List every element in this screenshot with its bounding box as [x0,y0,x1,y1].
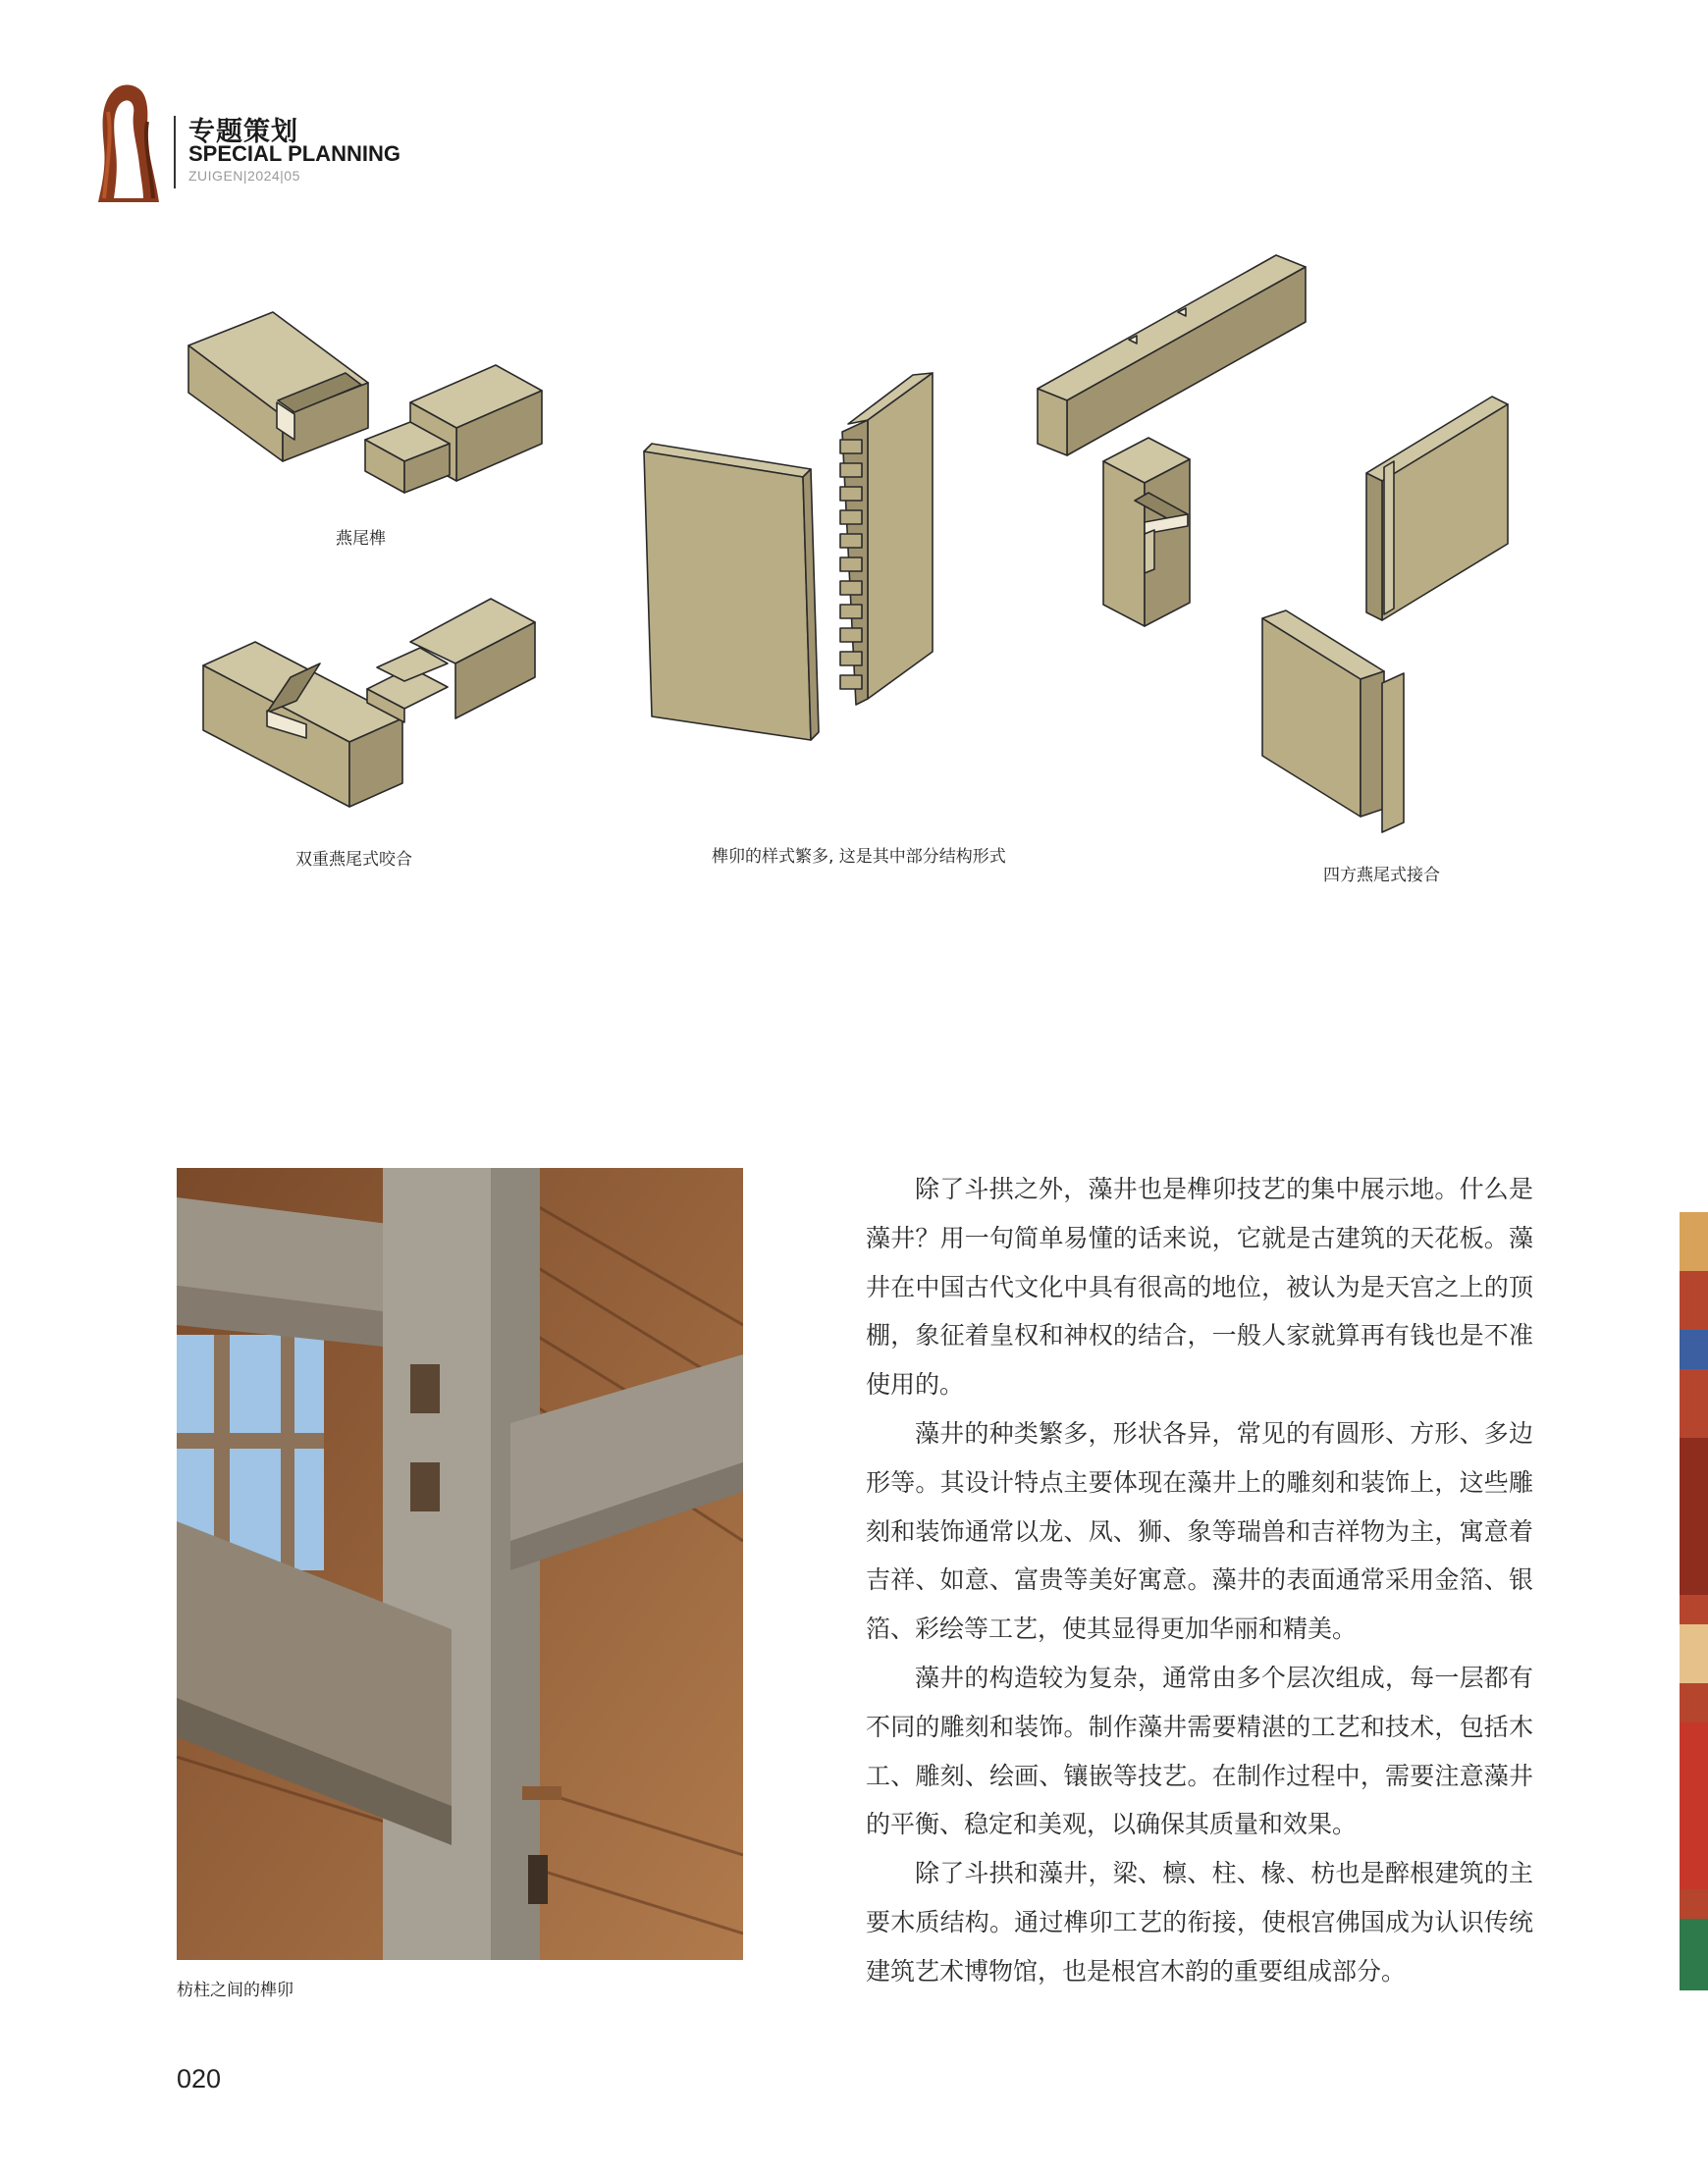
caption-overview: 榫卯的样式繁多, 这是其中部分结构形式 [712,847,1006,867]
adjacent-page-image [1680,1212,1708,1990]
article-paragraph: 藻井的构造较为复杂，通常由多个层次组成，每一层都有不同的雕刻和装饰。制作藻井需要精湛的工艺和技术，包括木工、雕刻、绘画、镶嵌等技艺。在制作过程中，需要注意藻井的平衡、稳定和美观，以确保其质量和效果。 [866,1663,1533,1839]
post-notched [1103,438,1190,626]
dovetail-block-right [365,365,542,493]
root-sculpture-logo [94,82,161,204]
article-body [866,1165,1533,1996]
page-number: 020 [177,2064,222,2093]
dovetail-block-left [188,312,368,461]
comb-panel-left [644,444,819,740]
article-paragraph: 除了斗拱和藻井，梁、檩、柱、椽、枋也是醉根建筑的主要木质结构。通过榫卯工艺的衔接，使根宫佛国成为认识传统建筑艺术博物馆，也是根宫木韵的重要组成部分。 [866,1859,1533,1986]
photo-illustration [177,1168,743,1960]
issue-label: ZUIGEN|2024|05 [188,168,300,184]
section-title-en: SPECIAL PLANNING [188,141,400,166]
double-dovetail-block-left [203,642,402,807]
article-paragraph: 除了斗拱之外，藻井也是榫卯技艺的集中展示地。什么是藻井？用一句简单易懂的话来说，它就是古建筑的天花板。藻井在中国古代文化中具有很高的地位，被认为是天宫之上的顶棚，象征着皇权和神权的结合，一般人家就算再有钱也是不准使用的。 [866,1175,1533,1400]
caption-double-dovetail: 双重燕尾式咬合 [295,850,412,870]
joinery-diagrams [0,236,1708,885]
timber-joinery-photo [177,1168,743,1960]
photo-caption: 枋柱之间的榫卯 [177,1981,294,2000]
double-dovetail-block-right [367,599,535,722]
beam-top [1038,255,1306,455]
section-title-cn: 专题策划 [188,117,298,147]
article-paragraph: 藻井的种类繁多，形状各异，常见的有圆形、方形、多边形等。其设计特点主要体现在藻井上的雕刻和装饰上，这些雕刻和装饰通常以龙、凤、狮、象等瑞兽和吉祥物为主，寓意着吉祥、如意、富贵等美好寓意。藻井的表面通常采用金箔、银箔、彩绘等工艺，使其显得更加华丽和精美。 [866,1418,1533,1644]
comb-panel-right [840,373,933,705]
four-side-panel-top [1366,397,1508,620]
caption-dovetail: 燕尾榫 [336,529,386,549]
adjacent-page-edge [1680,1212,1708,1990]
header-divider [174,116,176,188]
four-side-panel-bottom [1262,610,1404,832]
caption-four-side: 四方燕尾式接合 [1323,866,1440,885]
joinery-drawings [0,236,1708,874]
